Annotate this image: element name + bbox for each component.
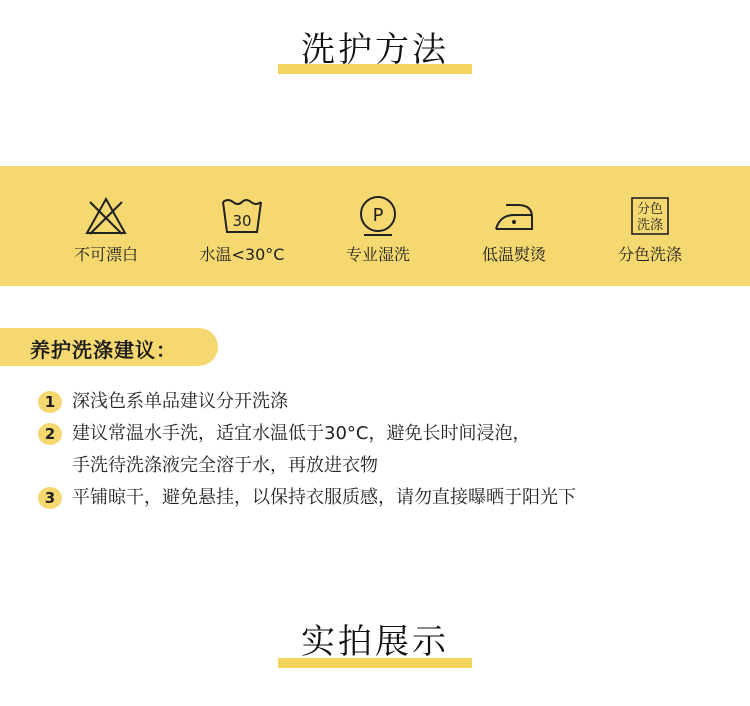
- advice-number-badge: 2: [38, 423, 62, 445]
- advice-line: 手洗待洗涤液完全溶于水，再放进衣物: [72, 455, 378, 476]
- wash-temp-text: 30: [232, 212, 252, 230]
- care-icon-label: 不可漂白: [73, 245, 138, 264]
- care-icons-band: [0, 166, 750, 286]
- advice-number-badge: 3: [38, 487, 62, 509]
- professional-wet-clean-icon: [350, 194, 406, 238]
- advice-number-badge: 1: [38, 391, 62, 413]
- low-temp-iron-icon: [486, 194, 542, 238]
- care-icons-row: [38, 166, 718, 286]
- care-icon-label: 分色洗涤: [617, 245, 682, 264]
- care-icon-wash-30: [174, 166, 310, 286]
- no-bleach-icon: [78, 194, 134, 238]
- advice-heading: 养护洗涤建议：: [30, 338, 177, 362]
- wash-30-icon: [214, 194, 270, 238]
- advice-line: 深浅色系单品建议分开洗涤: [72, 391, 288, 412]
- advice-item: [38, 386, 728, 418]
- care-icon-label: 水温<30°C: [199, 245, 285, 264]
- care-icon-separate-color-wash: [582, 166, 718, 286]
- care-method-title: 洗护方法: [301, 30, 449, 70]
- care-icon-low-temp-iron: [446, 166, 582, 286]
- separate-color-text-1: 分色: [636, 202, 664, 217]
- care-icon-label: 专业湿洗: [345, 245, 410, 264]
- care-icon-label: 低温熨烫: [481, 245, 546, 264]
- care-method-section-title: [0, 30, 750, 70]
- care-icon-no-bleach: [38, 166, 174, 286]
- photo-section-title: [0, 622, 750, 662]
- advice-line: 建议常温水手洗，适宜水温低于30°C，避免长时间浸泡，: [72, 423, 531, 444]
- advice-list: [38, 386, 728, 514]
- separate-color-wash-icon: [622, 194, 678, 238]
- separate-color-text-2: 洗涤: [636, 218, 664, 233]
- wet-clean-letter: P: [372, 205, 384, 226]
- photo-title: 实拍展示: [301, 622, 449, 662]
- advice-item: [38, 418, 728, 482]
- advice-item: [38, 482, 728, 514]
- advice-heading-pill: [0, 328, 218, 366]
- advice-line: 平铺晾干，避免悬挂，以保持衣服质感，请勿直接曝晒于阳光下: [72, 487, 576, 508]
- care-icon-professional-wet-clean: [310, 166, 446, 286]
